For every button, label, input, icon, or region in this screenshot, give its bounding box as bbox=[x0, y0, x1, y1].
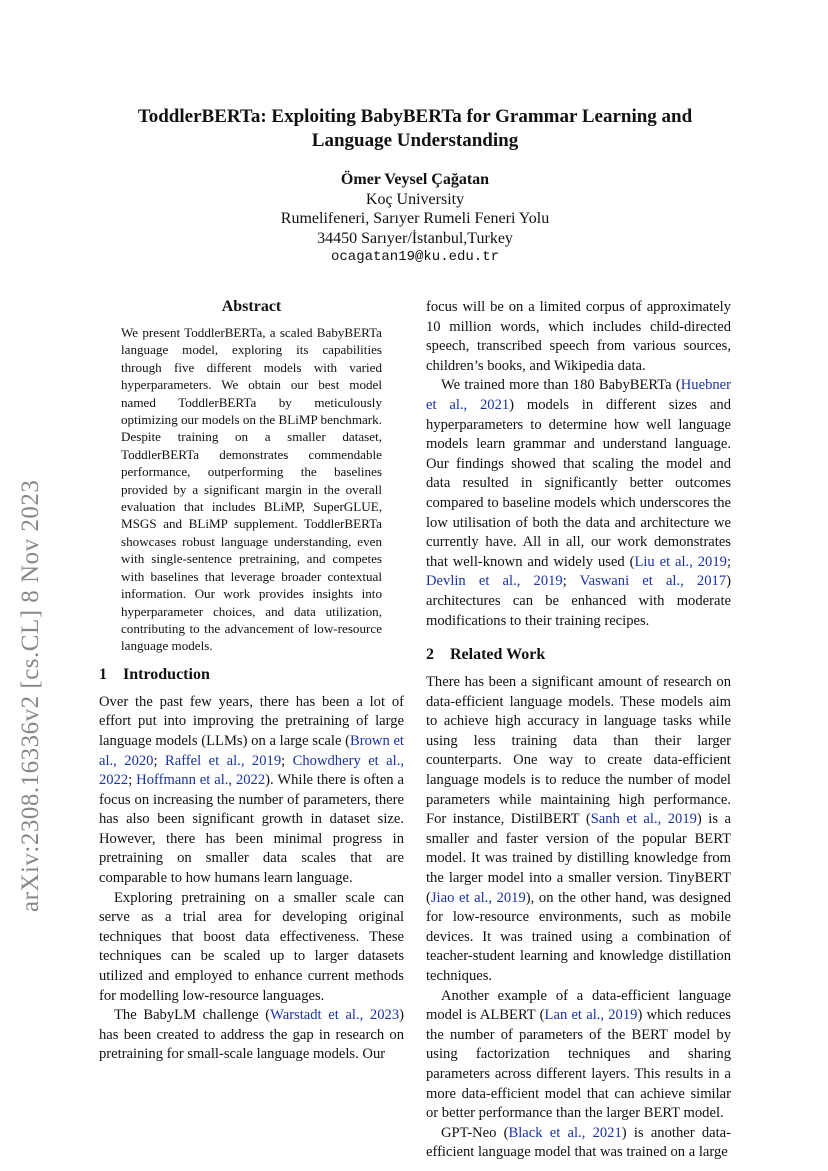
text-run: ), on the other hand, was designed for low-resource environments, such as mobile devices. It was trained using a combination of teacher-student learning and knowledge distillation techniques. bbox=[426, 889, 731, 984]
related-paragraph-3 bbox=[426, 1124, 731, 1163]
related-paragraph-2 bbox=[426, 987, 731, 1124]
text-run: ; bbox=[153, 752, 165, 769]
text-run: Another example of a data-efficient language model is ALBERT ( bbox=[426, 987, 731, 1024]
text-run: ) is a smaller and faster version of the popular BERT model. It was trained by distilling knowledge from the larger model into a smaller version. TinyBERT ( bbox=[426, 811, 731, 906]
text-run: Over the past few years, there has been a lot of effort put into improving the pretraining of large language models (LLMs) on a large scale ( bbox=[99, 693, 404, 749]
text-run: ). While there is often a focus on increasing the number of parameters, there has also been significant growth in dataset size. However, there has been minimal progress in pretraining on smaller data scales that are comparable to how humans learn language. bbox=[99, 772, 404, 887]
citation-link[interactable]: Huebner et al., 2021 bbox=[426, 377, 731, 413]
abstract-heading: Abstract bbox=[221, 298, 282, 315]
text-run: The BabyLM challenge ( bbox=[114, 1007, 271, 1024]
citation-link[interactable]: Warstadt et al., 2023 bbox=[270, 1007, 400, 1024]
intro-paragraph-3 bbox=[99, 1006, 404, 1065]
right-column bbox=[426, 298, 731, 1163]
citation-link[interactable]: Hoffmann et al., 2022 bbox=[136, 772, 266, 789]
author-address-line-2: 34450 Sarıyer/İstanbul,Turkey bbox=[317, 229, 513, 247]
citation-link[interactable]: Jiao et al., 2019 bbox=[430, 889, 526, 906]
author-affiliation: Koç University bbox=[365, 190, 465, 208]
text-run: GPT-Neo ( bbox=[441, 1124, 509, 1141]
citation-link[interactable]: Vaswani et al., 2017 bbox=[579, 573, 727, 590]
text-run: ; bbox=[128, 772, 137, 789]
text-run: ) which reduces the number of parameters of the BERT model by using factorization techniques and sharing parameters across different layers. This results in a more data-efficient model that can achieve similar or better performance than the larger BERT model. bbox=[426, 1007, 731, 1122]
citation-link[interactable]: Raffel et al., 2019 bbox=[165, 752, 282, 769]
citation-link[interactable]: Sanh et al., 2019 bbox=[590, 811, 697, 828]
section-title: Introduction bbox=[123, 665, 210, 683]
intro-paragraph-1 bbox=[99, 693, 404, 889]
section-heading-related-work bbox=[426, 645, 731, 665]
text-run: ) is another data-efficient language model that was trained on a large bbox=[426, 1124, 731, 1161]
left-column bbox=[99, 298, 404, 1065]
abstract-text: We present ToddlerBERTa, a scaled BabyBERTa language model, exploring its capabilities through five different models with varied hyperparameters. We obtain our best model named ToddlerBERTa by meticulously optimizing our models on the BLiMP benchmark. Despite training on a smaller dataset, ToddlerBERTa demonstrates commendable performance, outperforming the baselines provided by a significant margin in the overall evaluation that includes BLiMP, SuperGLUE, MSGS and BLiMP supplement. ToddlerBERTa showcases robust language understanding, even with single-sentence pretraining, and competes with baselines that leverage broader contextual information. Our work provides insights into hyperparameter choices, and data utilization, contributing to the advancement of low-resource language models. bbox=[121, 325, 382, 654]
paper-title: ToddlerBERTa: Exploiting BabyBERTa for Grammar Learning and Language Understanding bbox=[137, 106, 693, 151]
intro-paragraph-2: Exploring pretraining on a smaller scale can serve as a trial area for developing original techniques that boost data effectiveness. These techniques can be scaled up to larger datasets utilized and employed to enhance current methods for modelling low-resource languages. bbox=[99, 889, 404, 1004]
text-run: ) models in different sizes and hyperparameters to determine how well language models learn grammar and understand language. Our findings showed that scaling the model and data resulted in significantly better outcomes compared to baseline models which underscores the low utilisation of both the data and architecture we currently have. All in all, our work demonstrates that well-known and widely used ( bbox=[426, 396, 731, 570]
section-heading-introduction bbox=[99, 665, 404, 685]
citation-link[interactable]: Liu et al., 2019 bbox=[634, 553, 727, 570]
author-block bbox=[200, 170, 630, 268]
text-run: ; bbox=[562, 573, 580, 590]
text-run: focus will be on a limited corpus of approximately 10 million words, which includes child-directed speech, transcribed speech from various sources, children’s books, and Wikipedia data. bbox=[426, 299, 731, 374]
citation-link[interactable]: Black et al., 2021 bbox=[508, 1124, 622, 1141]
intro-paragraph-4 bbox=[426, 376, 731, 631]
citation-link[interactable]: Lan et al., 2019 bbox=[544, 1007, 638, 1024]
text-run: There has been a significant amount of research on data-efficient language models. These models aim to achieve high accuracy in language tasks while using less training data than their larger counterparts. One way to create data-efficient language models is to reduce the number of model parameters while maintaining high performance. For instance, DistilBERT ( bbox=[426, 674, 731, 828]
citation-link[interactable]: Brown et al., 2020 bbox=[99, 732, 404, 769]
text-run: ) has been created to address the gap in research on pretraining for small-scale language models. Our bbox=[99, 1007, 404, 1063]
author-address-line-1: Rumelifeneri, Sarıyer Rumeli Feneri Yolu bbox=[280, 210, 550, 227]
text-run: ; bbox=[281, 752, 293, 769]
text-run: We trained more than 180 BabyBERTa ( bbox=[441, 377, 681, 394]
related-paragraph-1 bbox=[426, 673, 731, 987]
author-email: ocagatan19@ku.edu.tr bbox=[330, 249, 500, 265]
text-run: ) architectures can be enhanced with moderate modifications to their training recipes. bbox=[426, 573, 731, 629]
arxiv-identifier: arXiv:2308.16336v2 [cs.CL] 8 Nov 2023 bbox=[17, 479, 44, 912]
citation-link[interactable]: Devlin et al., 2019 bbox=[426, 573, 563, 590]
citation-link[interactable]: Chowdhery et al., 2022 bbox=[99, 752, 405, 789]
section-title: Related Work bbox=[450, 646, 546, 664]
section-number: 1 bbox=[99, 665, 107, 683]
intro-paragraph-3-continued bbox=[426, 298, 731, 376]
author-name: Ömer Veysel Çağatan bbox=[340, 171, 490, 188]
text-run: ; bbox=[726, 553, 731, 570]
section-number: 2 bbox=[426, 646, 434, 664]
